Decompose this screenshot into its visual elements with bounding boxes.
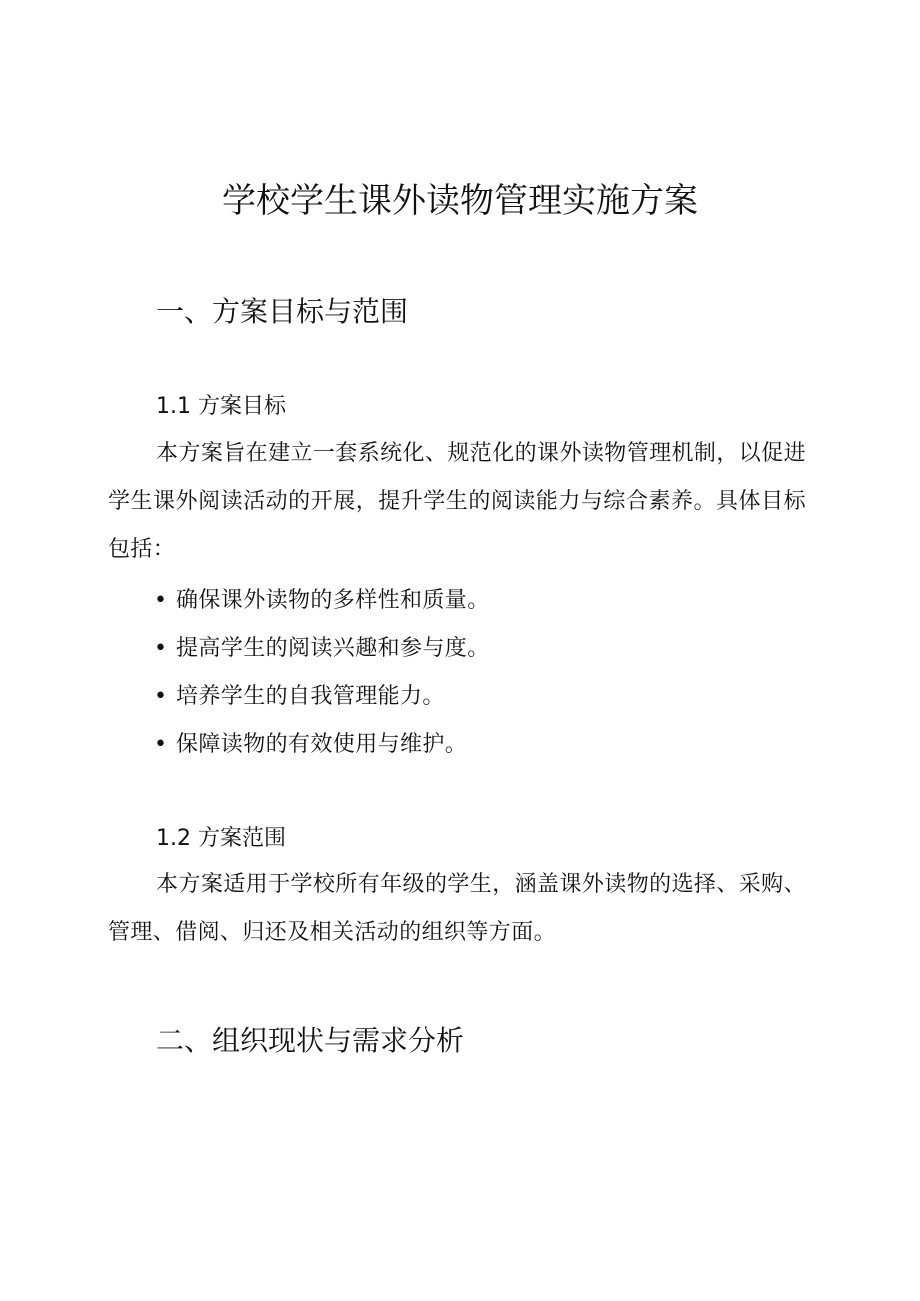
paragraph-scope: 本方案适用于学校所有年级的学生，涵盖课外读物的选择、采购、管理、借阅、归还及相关活动的组织等方面。 [108, 872, 806, 945]
goals-list [154, 577, 490, 769]
bullet-icon: • [154, 684, 168, 709]
bullet-icon: • [154, 636, 168, 661]
bullet-icon: • [154, 588, 168, 613]
subsection-heading-1-2: 1.2 方案范围 [156, 826, 286, 851]
list-item: • 确保课外读物的多样性和质量。 [154, 577, 490, 625]
list-item: • 保障读物的有效使用与维护。 [154, 721, 490, 769]
section-heading-2: 二、组织现状与需求分析 [156, 1024, 465, 1057]
document-title: 学校学生课外读物管理实施方案 [222, 181, 698, 221]
bullet-icon: • [154, 732, 168, 757]
list-item: • 培养学生的自我管理能力。 [154, 673, 490, 721]
subsection-heading-1-1: 1.1 方案目标 [156, 394, 286, 419]
paragraph-goals: 本方案旨在建立一套系统化、规范化的课外读物管理机制，以促进学生课外阅读活动的开展，提升学生的阅读能力与综合素养。具体目标包括： [108, 441, 806, 562]
section-heading-1: 一、方案目标与范围 [156, 295, 409, 328]
list-item: • 提高学生的阅读兴趣和参与度。 [154, 625, 490, 673]
